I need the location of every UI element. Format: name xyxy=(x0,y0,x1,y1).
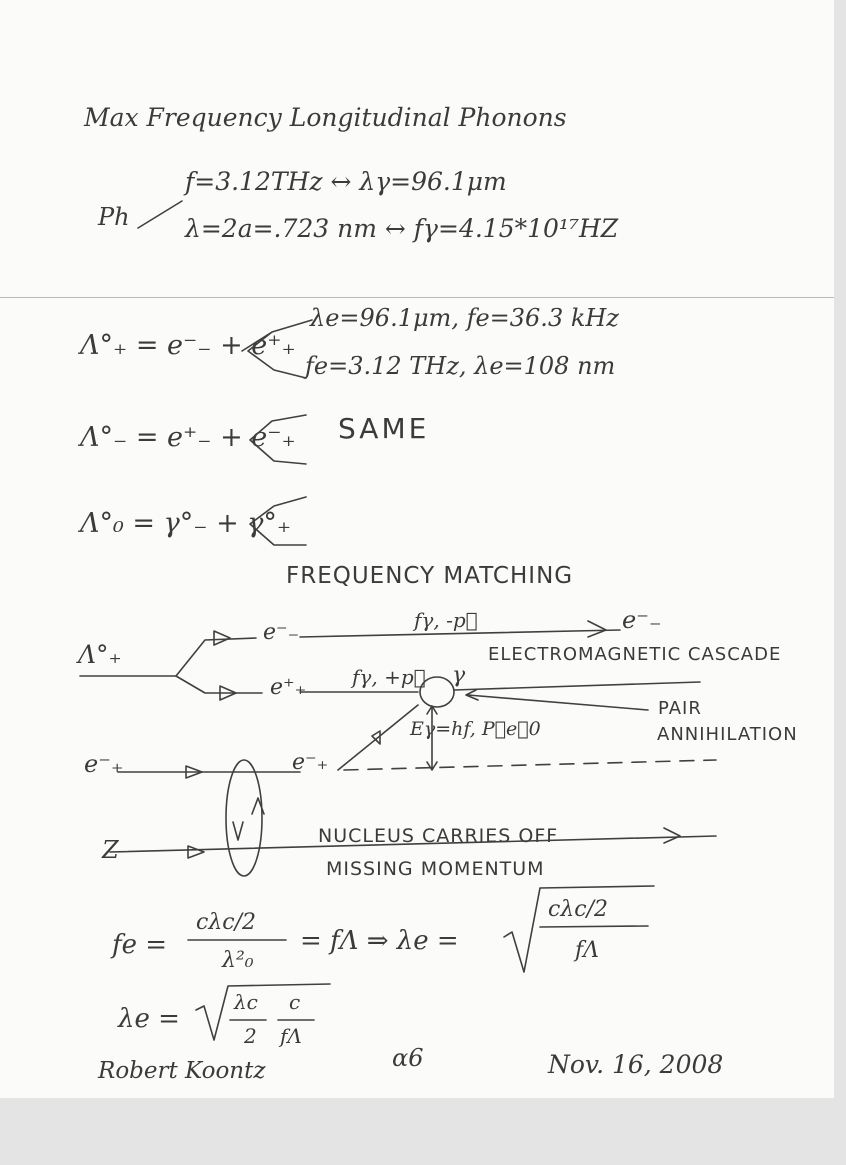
e-in-label: e⁻₊ xyxy=(84,750,124,778)
cascade-label: ELECTROMAGNETIC CASCADE xyxy=(488,644,782,665)
loop-arrow-left xyxy=(233,822,243,840)
decay-2-same: SAME xyxy=(338,412,430,445)
energy-label: Eγ=hf, P⃗e≅0 xyxy=(410,718,541,740)
annihilation-label: ANNIHILATION xyxy=(657,724,798,745)
split-arrow-top xyxy=(214,631,230,645)
mid-arrow-label: fγ, +p⃗ xyxy=(352,665,426,689)
matching-heading: FREQUENCY MATCHING xyxy=(286,563,574,589)
ph-line-1: f=3.12THz ↔ λγ=96.1μm xyxy=(185,167,507,196)
e-plus-label: e⁺₊ xyxy=(270,675,307,700)
decay-1-branch-1: λe=96.1μm, fe=36.3 kHz xyxy=(310,304,619,332)
root-fraction-bar xyxy=(540,926,648,927)
split-fork xyxy=(176,638,262,693)
root-numerator: cλc/2 xyxy=(548,897,608,922)
vertex-circle xyxy=(420,677,454,707)
decay-3-lhs: Λ°₀ = γ°₋ + γ°₊ xyxy=(80,508,292,539)
top-arrowhead xyxy=(588,621,606,637)
ph-line-2: λ=2a=.723 nm ↔ fγ=4.15*10¹⁷HZ xyxy=(185,214,619,243)
ph-label: Ph xyxy=(98,203,130,231)
pair-label: PAIR xyxy=(658,698,702,719)
pair-pointer xyxy=(466,690,648,710)
le-frac2-numerator: c xyxy=(289,990,301,1014)
diagonal-electron xyxy=(338,705,418,770)
nucleus-arrowhead-right xyxy=(664,828,680,843)
e-minus-out: e⁻₋ xyxy=(622,606,662,634)
loop-ellipse xyxy=(226,760,262,876)
le-formula-lhs: λe = xyxy=(118,1004,180,1034)
le-frac1-numerator: λc xyxy=(234,990,258,1014)
page-title: Max Frequency Longitudinal Phonons xyxy=(84,103,567,132)
top-arrow-label: fγ, -p⃗ xyxy=(414,608,478,632)
decay-1-branch-2: fe=3.12 THz, λe=108 nm xyxy=(305,352,616,380)
fe-formula-denominator: λ²₀ xyxy=(222,948,254,973)
e-mid-label: e⁻₊ xyxy=(292,750,329,775)
author-signature: Robert Koontz xyxy=(98,1058,266,1084)
gamma-label: γ xyxy=(452,663,466,688)
nucleus-label-1: NUCLEUS CARRIES OFF xyxy=(318,825,559,847)
date: Nov. 16, 2008 xyxy=(548,1050,724,1079)
top-photon-line xyxy=(300,630,620,637)
dashed-line xyxy=(344,760,716,770)
decay-1-fork xyxy=(242,320,312,378)
decay-3-fork xyxy=(250,497,306,545)
fe-formula-numerator: cλc/2 xyxy=(196,910,256,935)
le-frac1-denominator: 2 xyxy=(244,1024,257,1048)
fe-formula-lhs: fe = xyxy=(112,930,168,960)
decay-1-lhs: Λ°₊ = e⁻₋ + e⁺₊ xyxy=(80,330,296,361)
lambda-label: Λ°₊ xyxy=(78,640,122,669)
nucleus-arrow-left xyxy=(188,846,204,858)
nucleus-line xyxy=(110,836,716,852)
z-label: Z xyxy=(102,836,119,864)
decay-2-fork xyxy=(250,415,306,464)
root-sign-2 xyxy=(196,984,330,1040)
decay-2-lhs: Λ°₋ = e⁺₋ + e⁻₊ xyxy=(80,422,296,453)
root-denominator: fΛ xyxy=(575,938,600,963)
energy-arrow xyxy=(427,706,437,770)
root-sign-1 xyxy=(504,886,654,972)
fe-formula-rhs: = fΛ ⇒ λe = xyxy=(300,926,459,956)
page-mark: α6 xyxy=(392,1044,424,1072)
ph-connector xyxy=(138,201,182,228)
cascade-line xyxy=(454,682,700,690)
e-minus-label: e⁻₋ xyxy=(263,620,300,645)
nucleus-label-2: MISSING MOMENTUM xyxy=(326,858,545,880)
le-frac2-denominator: fΛ xyxy=(280,1024,302,1048)
